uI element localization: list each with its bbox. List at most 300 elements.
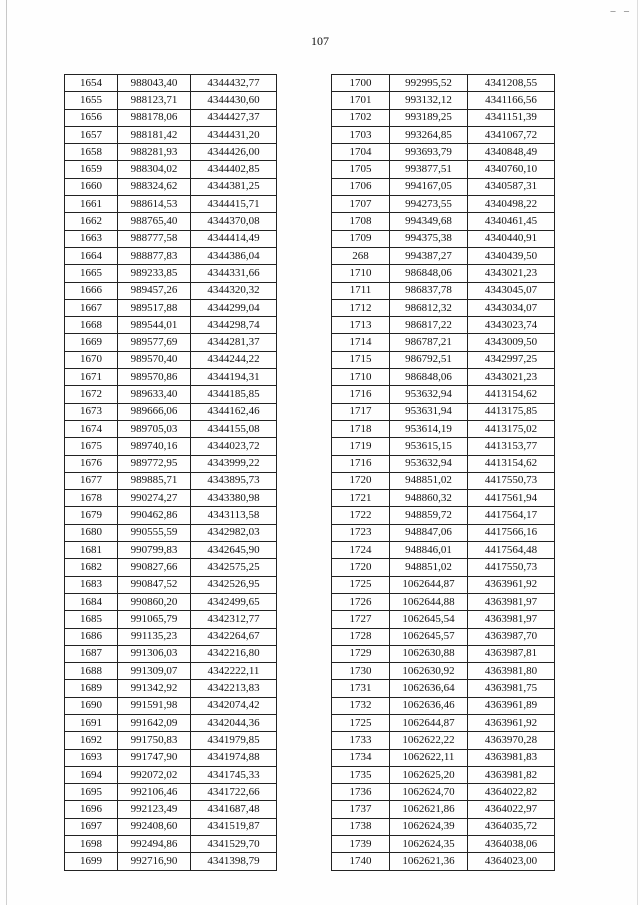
table-row — [65, 576, 277, 593]
x-coordinate-cell: 986848,06 — [390, 265, 468, 282]
y-coordinate-cell: 4363961,92 — [468, 576, 555, 593]
x-coordinate-cell: 986817,22 — [390, 317, 468, 334]
y-coordinate-cell: 4342074,42 — [191, 697, 277, 714]
x-coordinate-cell: 953631,94 — [390, 403, 468, 420]
y-coordinate-cell: 4344320,32 — [191, 282, 277, 299]
y-coordinate-cell: 4340439,50 — [468, 247, 555, 264]
point-number-cell: 1670 — [65, 351, 118, 368]
point-number-cell: 1661 — [65, 196, 118, 213]
y-coordinate-cell: 4413154,62 — [468, 386, 555, 403]
y-coordinate-cell: 4341979,85 — [191, 732, 277, 749]
y-coordinate-cell: 4344432,77 — [191, 75, 277, 92]
table-row — [332, 109, 555, 126]
y-coordinate-cell: 4341974,88 — [191, 749, 277, 766]
x-coordinate-cell: 948851,02 — [390, 472, 468, 489]
point-number-cell: 1680 — [65, 524, 118, 541]
y-coordinate-cell: 4342312,77 — [191, 611, 277, 628]
point-number-cell: 1667 — [65, 299, 118, 316]
table-row — [332, 438, 555, 455]
y-coordinate-cell: 4364038,06 — [468, 836, 555, 853]
table-row — [332, 334, 555, 351]
point-number-cell: 1692 — [65, 732, 118, 749]
x-coordinate-cell: 1062645,54 — [390, 611, 468, 628]
y-coordinate-cell: 4344427,37 — [191, 109, 277, 126]
point-number-cell: 1727 — [332, 611, 390, 628]
x-coordinate-cell: 948846,01 — [390, 542, 468, 559]
table-row — [65, 369, 277, 386]
table-row — [65, 611, 277, 628]
table-row — [65, 645, 277, 662]
table-row — [65, 420, 277, 437]
table-row — [65, 75, 277, 92]
y-coordinate-cell: 4364023,00 — [468, 853, 555, 870]
x-coordinate-cell: 992494,86 — [118, 836, 191, 853]
point-number-cell: 1671 — [65, 369, 118, 386]
x-coordinate-cell: 992106,46 — [118, 784, 191, 801]
y-coordinate-cell: 4363981,75 — [468, 680, 555, 697]
y-coordinate-cell: 4363981,83 — [468, 749, 555, 766]
x-coordinate-cell: 1062624,35 — [390, 836, 468, 853]
table-row — [65, 351, 277, 368]
y-coordinate-cell: 4344281,37 — [191, 334, 277, 351]
x-coordinate-cell: 988614,53 — [118, 196, 191, 213]
y-coordinate-cell: 4343021,23 — [468, 369, 555, 386]
point-number-cell: 1666 — [65, 282, 118, 299]
x-coordinate-cell: 988043,40 — [118, 75, 191, 92]
x-coordinate-cell: 1062622,11 — [390, 749, 468, 766]
x-coordinate-cell: 990274,27 — [118, 490, 191, 507]
x-coordinate-cell: 953632,94 — [390, 386, 468, 403]
table-row — [332, 714, 555, 731]
x-coordinate-cell: 993877,51 — [390, 161, 468, 178]
page-number: 107 — [311, 34, 329, 48]
x-coordinate-cell: 948860,32 — [390, 490, 468, 507]
y-coordinate-cell: 4343045,07 — [468, 282, 555, 299]
y-coordinate-cell: 4344431,20 — [191, 126, 277, 143]
y-coordinate-cell: 4342222,11 — [191, 663, 277, 680]
x-coordinate-cell: 991135,23 — [118, 628, 191, 645]
table-row — [65, 542, 277, 559]
y-coordinate-cell: 4364035,72 — [468, 818, 555, 835]
y-coordinate-cell: 4344426,00 — [191, 144, 277, 161]
x-coordinate-cell: 1062630,92 — [390, 663, 468, 680]
table-row — [332, 144, 555, 161]
table-row — [65, 818, 277, 835]
point-number-cell: 1723 — [332, 524, 390, 541]
table-row — [332, 196, 555, 213]
table-row — [65, 178, 277, 195]
y-coordinate-cell: 4363981,82 — [468, 766, 555, 783]
point-number-cell: 1677 — [65, 472, 118, 489]
point-number-cell: 1706 — [332, 178, 390, 195]
table-row — [65, 126, 277, 143]
x-coordinate-cell: 989570,40 — [118, 351, 191, 368]
scan-edge-right — [637, 0, 638, 905]
y-coordinate-cell: 4344414,49 — [191, 230, 277, 247]
table-row — [332, 542, 555, 559]
y-coordinate-cell: 4340440,91 — [468, 230, 555, 247]
point-number-cell: 1701 — [332, 92, 390, 109]
point-number-cell: 1714 — [332, 334, 390, 351]
point-number-cell: 1740 — [332, 853, 390, 870]
y-coordinate-cell: 4342264,67 — [191, 628, 277, 645]
point-number-cell: 1725 — [332, 714, 390, 731]
y-coordinate-cell: 4344415,71 — [191, 196, 277, 213]
x-coordinate-cell: 953632,94 — [390, 455, 468, 472]
y-coordinate-cell: 4342575,25 — [191, 559, 277, 576]
y-coordinate-cell: 4340587,31 — [468, 178, 555, 195]
point-number-cell: 1679 — [65, 507, 118, 524]
y-coordinate-cell: 4417564,48 — [468, 542, 555, 559]
y-coordinate-cell: 4363970,28 — [468, 732, 555, 749]
point-number-cell: 1682 — [65, 559, 118, 576]
table-row — [65, 299, 277, 316]
table-row — [332, 593, 555, 610]
point-number-cell: 1698 — [65, 836, 118, 853]
table-row — [332, 282, 555, 299]
y-coordinate-cell: 4344194,31 — [191, 369, 277, 386]
point-number-cell: 1655 — [65, 92, 118, 109]
x-coordinate-cell: 953614,19 — [390, 420, 468, 437]
table-row — [332, 611, 555, 628]
point-number-cell: 1659 — [65, 161, 118, 178]
y-coordinate-cell: 4340498,22 — [468, 196, 555, 213]
y-coordinate-cell: 4344298,74 — [191, 317, 277, 334]
table-row — [332, 420, 555, 437]
table-row — [65, 403, 277, 420]
y-coordinate-cell: 4343895,73 — [191, 472, 277, 489]
table-row — [65, 836, 277, 853]
y-coordinate-cell: 4344299,04 — [191, 299, 277, 316]
x-coordinate-cell: 953615,15 — [390, 438, 468, 455]
point-number-cell: 1662 — [65, 213, 118, 230]
x-coordinate-cell: 989740,16 — [118, 438, 191, 455]
table-row — [332, 680, 555, 697]
point-number-cell: 1709 — [332, 230, 390, 247]
x-coordinate-cell: 989633,40 — [118, 386, 191, 403]
x-coordinate-cell: 991309,07 — [118, 663, 191, 680]
y-coordinate-cell: 4417566,16 — [468, 524, 555, 541]
x-coordinate-cell: 991747,90 — [118, 749, 191, 766]
x-coordinate-cell: 989772,95 — [118, 455, 191, 472]
y-coordinate-cell: 4342997,25 — [468, 351, 555, 368]
table-row — [332, 126, 555, 143]
point-number-cell: 1722 — [332, 507, 390, 524]
y-coordinate-cell: 4343021,23 — [468, 265, 555, 282]
y-coordinate-cell: 4344381,25 — [191, 178, 277, 195]
y-coordinate-cell: 4344402,85 — [191, 161, 277, 178]
table-row — [65, 213, 277, 230]
coordinates-table-left — [64, 74, 277, 871]
x-coordinate-cell: 989570,86 — [118, 369, 191, 386]
x-coordinate-cell: 994349,68 — [390, 213, 468, 230]
point-number-cell: 1721 — [332, 490, 390, 507]
table-row — [65, 196, 277, 213]
table-row — [65, 490, 277, 507]
x-coordinate-cell: 989666,06 — [118, 403, 191, 420]
point-number-cell: 1699 — [65, 853, 118, 870]
point-number-cell: 1736 — [332, 784, 390, 801]
x-coordinate-cell: 1062644,87 — [390, 714, 468, 731]
point-number-cell: 268 — [332, 247, 390, 264]
table-row — [65, 593, 277, 610]
y-coordinate-cell: 4363987,70 — [468, 628, 555, 645]
point-number-cell: 1715 — [332, 351, 390, 368]
x-coordinate-cell: 948851,02 — [390, 559, 468, 576]
table-row — [332, 559, 555, 576]
y-coordinate-cell: 4413154,62 — [468, 455, 555, 472]
point-number-cell: 1694 — [65, 766, 118, 783]
table-row — [65, 714, 277, 731]
y-coordinate-cell: 4343380,98 — [191, 490, 277, 507]
y-coordinate-cell: 4417550,73 — [468, 559, 555, 576]
point-number-cell: 1673 — [65, 403, 118, 420]
point-number-cell: 1697 — [65, 818, 118, 835]
x-coordinate-cell: 994387,27 — [390, 247, 468, 264]
x-coordinate-cell: 989885,71 — [118, 472, 191, 489]
y-coordinate-cell: 4343034,07 — [468, 299, 555, 316]
point-number-cell: 1732 — [332, 697, 390, 714]
x-coordinate-cell: 992716,90 — [118, 853, 191, 870]
point-number-cell: 1663 — [65, 230, 118, 247]
x-coordinate-cell: 948859,72 — [390, 507, 468, 524]
point-number-cell: 1695 — [65, 784, 118, 801]
x-coordinate-cell: 992072,02 — [118, 766, 191, 783]
x-coordinate-cell: 991591,98 — [118, 697, 191, 714]
x-coordinate-cell: 1062630,88 — [390, 645, 468, 662]
point-number-cell: 1733 — [332, 732, 390, 749]
y-coordinate-cell: 4413153,77 — [468, 438, 555, 455]
table-row — [65, 766, 277, 783]
point-number-cell: 1691 — [65, 714, 118, 731]
point-number-cell: 1726 — [332, 593, 390, 610]
x-coordinate-cell: 1062622,22 — [390, 732, 468, 749]
x-coordinate-cell: 988181,42 — [118, 126, 191, 143]
y-coordinate-cell: 4413175,85 — [468, 403, 555, 420]
y-coordinate-cell: 4343113,58 — [191, 507, 277, 524]
table-row — [332, 645, 555, 662]
point-number-cell: 1739 — [332, 836, 390, 853]
table-row — [65, 784, 277, 801]
y-coordinate-cell: 4413175,02 — [468, 420, 555, 437]
point-number-cell: 1687 — [65, 645, 118, 662]
point-number-cell: 1675 — [65, 438, 118, 455]
point-number-cell: 1668 — [65, 317, 118, 334]
table-row — [65, 386, 277, 403]
y-coordinate-cell: 4417564,17 — [468, 507, 555, 524]
table-row — [65, 524, 277, 541]
x-coordinate-cell: 990847,52 — [118, 576, 191, 593]
x-coordinate-cell: 993132,12 — [390, 92, 468, 109]
table-row — [332, 369, 555, 386]
point-number-cell: 1689 — [65, 680, 118, 697]
x-coordinate-cell: 992408,60 — [118, 818, 191, 835]
point-number-cell: 1688 — [65, 663, 118, 680]
table-row — [332, 455, 555, 472]
x-coordinate-cell: 1062624,70 — [390, 784, 468, 801]
point-number-cell: 1665 — [65, 265, 118, 282]
point-number-cell: 1738 — [332, 818, 390, 835]
table-row — [332, 161, 555, 178]
x-coordinate-cell: 991342,92 — [118, 680, 191, 697]
table-row — [332, 178, 555, 195]
coordinates-table-right — [331, 74, 555, 871]
table-row — [65, 732, 277, 749]
table-row — [65, 749, 277, 766]
y-coordinate-cell: 4340760,10 — [468, 161, 555, 178]
y-coordinate-cell: 4341687,48 — [191, 801, 277, 818]
y-coordinate-cell: 4344386,04 — [191, 247, 277, 264]
table-row — [332, 386, 555, 403]
x-coordinate-cell: 989705,03 — [118, 420, 191, 437]
point-number-cell: 1735 — [332, 766, 390, 783]
x-coordinate-cell: 1062621,86 — [390, 801, 468, 818]
point-number-cell: 1674 — [65, 420, 118, 437]
y-coordinate-cell: 4342526,95 — [191, 576, 277, 593]
point-number-cell: 1720 — [332, 559, 390, 576]
y-coordinate-cell: 4341722,66 — [191, 784, 277, 801]
y-coordinate-cell: 4342982,03 — [191, 524, 277, 541]
point-number-cell: 1684 — [65, 593, 118, 610]
point-number-cell: 1704 — [332, 144, 390, 161]
x-coordinate-cell: 988281,93 — [118, 144, 191, 161]
point-number-cell: 1681 — [65, 542, 118, 559]
y-coordinate-cell: 4363981,80 — [468, 663, 555, 680]
table-row — [332, 853, 555, 870]
x-coordinate-cell: 1062644,87 — [390, 576, 468, 593]
table-row — [65, 334, 277, 351]
x-coordinate-cell: 988324,62 — [118, 178, 191, 195]
y-coordinate-cell: 4341745,33 — [191, 766, 277, 783]
table-row — [332, 801, 555, 818]
x-coordinate-cell: 986848,06 — [390, 369, 468, 386]
x-coordinate-cell: 1062636,64 — [390, 680, 468, 697]
y-coordinate-cell: 4342213,83 — [191, 680, 277, 697]
table-row — [332, 265, 555, 282]
table-row — [65, 507, 277, 524]
y-coordinate-cell: 4342044,36 — [191, 714, 277, 731]
point-number-cell: 1724 — [332, 542, 390, 559]
point-number-cell: 1717 — [332, 403, 390, 420]
x-coordinate-cell: 992995,52 — [390, 75, 468, 92]
point-number-cell: 1720 — [332, 472, 390, 489]
x-coordinate-cell: 986787,21 — [390, 334, 468, 351]
table-row — [65, 455, 277, 472]
table-row — [65, 161, 277, 178]
x-coordinate-cell: 994167,05 — [390, 178, 468, 195]
point-number-cell: 1664 — [65, 247, 118, 264]
x-coordinate-cell: 993264,85 — [390, 126, 468, 143]
y-coordinate-cell: 4343999,22 — [191, 455, 277, 472]
table-row — [332, 299, 555, 316]
table-row — [332, 75, 555, 92]
y-coordinate-cell: 4340461,45 — [468, 213, 555, 230]
y-coordinate-cell: 4342499,65 — [191, 593, 277, 610]
table-row — [332, 403, 555, 420]
y-coordinate-cell: 4417561,94 — [468, 490, 555, 507]
point-number-cell: 1703 — [332, 126, 390, 143]
y-coordinate-cell: 4343009,50 — [468, 334, 555, 351]
corner-mark: – – — [610, 6, 632, 17]
x-coordinate-cell: 986837,78 — [390, 282, 468, 299]
point-number-cell: 1678 — [65, 490, 118, 507]
y-coordinate-cell: 4363981,97 — [468, 611, 555, 628]
point-number-cell: 1656 — [65, 109, 118, 126]
point-number-cell: 1658 — [65, 144, 118, 161]
x-coordinate-cell: 994273,55 — [390, 196, 468, 213]
table-row — [332, 784, 555, 801]
point-number-cell: 1676 — [65, 455, 118, 472]
x-coordinate-cell: 986792,51 — [390, 351, 468, 368]
x-coordinate-cell: 990827,66 — [118, 559, 191, 576]
x-coordinate-cell: 990860,20 — [118, 593, 191, 610]
point-number-cell: 1685 — [65, 611, 118, 628]
point-number-cell: 1729 — [332, 645, 390, 662]
table-row — [332, 836, 555, 853]
y-coordinate-cell: 4340848,49 — [468, 144, 555, 161]
x-coordinate-cell: 1062625,20 — [390, 766, 468, 783]
y-coordinate-cell: 4344244,22 — [191, 351, 277, 368]
x-coordinate-cell: 1062624,39 — [390, 818, 468, 835]
table-row — [65, 663, 277, 680]
point-number-cell: 1707 — [332, 196, 390, 213]
y-coordinate-cell: 4342216,80 — [191, 645, 277, 662]
point-number-cell: 1686 — [65, 628, 118, 645]
point-number-cell: 1657 — [65, 126, 118, 143]
x-coordinate-cell: 990555,59 — [118, 524, 191, 541]
table-row — [65, 680, 277, 697]
point-number-cell: 1719 — [332, 438, 390, 455]
table-row — [65, 109, 277, 126]
point-number-cell: 1693 — [65, 749, 118, 766]
table-row — [65, 265, 277, 282]
point-number-cell: 1730 — [332, 663, 390, 680]
table-row — [65, 317, 277, 334]
y-coordinate-cell: 4417550,73 — [468, 472, 555, 489]
y-coordinate-cell: 4344185,85 — [191, 386, 277, 403]
y-coordinate-cell: 4342645,90 — [191, 542, 277, 559]
x-coordinate-cell: 1062644,88 — [390, 593, 468, 610]
x-coordinate-cell: 991065,79 — [118, 611, 191, 628]
y-coordinate-cell: 4341208,55 — [468, 75, 555, 92]
table-row — [332, 766, 555, 783]
table-row — [65, 92, 277, 109]
x-coordinate-cell: 990799,83 — [118, 542, 191, 559]
point-number-cell: 1710 — [332, 265, 390, 282]
table-row — [65, 628, 277, 645]
table-row — [332, 697, 555, 714]
y-coordinate-cell: 4343023,74 — [468, 317, 555, 334]
table-row — [65, 559, 277, 576]
x-coordinate-cell: 988777,58 — [118, 230, 191, 247]
table-row — [332, 490, 555, 507]
point-number-cell: 1725 — [332, 576, 390, 593]
y-coordinate-cell: 4341519,87 — [191, 818, 277, 835]
point-number-cell: 1737 — [332, 801, 390, 818]
point-number-cell: 1731 — [332, 680, 390, 697]
point-number-cell: 1672 — [65, 386, 118, 403]
point-number-cell: 1660 — [65, 178, 118, 195]
x-coordinate-cell: 1062645,57 — [390, 628, 468, 645]
point-number-cell: 1690 — [65, 697, 118, 714]
point-number-cell: 1683 — [65, 576, 118, 593]
x-coordinate-cell: 1062636,46 — [390, 697, 468, 714]
scan-edge-left — [6, 0, 7, 905]
x-coordinate-cell: 989233,85 — [118, 265, 191, 282]
y-coordinate-cell: 4341398,79 — [191, 853, 277, 870]
table-row — [65, 438, 277, 455]
table-row — [65, 230, 277, 247]
